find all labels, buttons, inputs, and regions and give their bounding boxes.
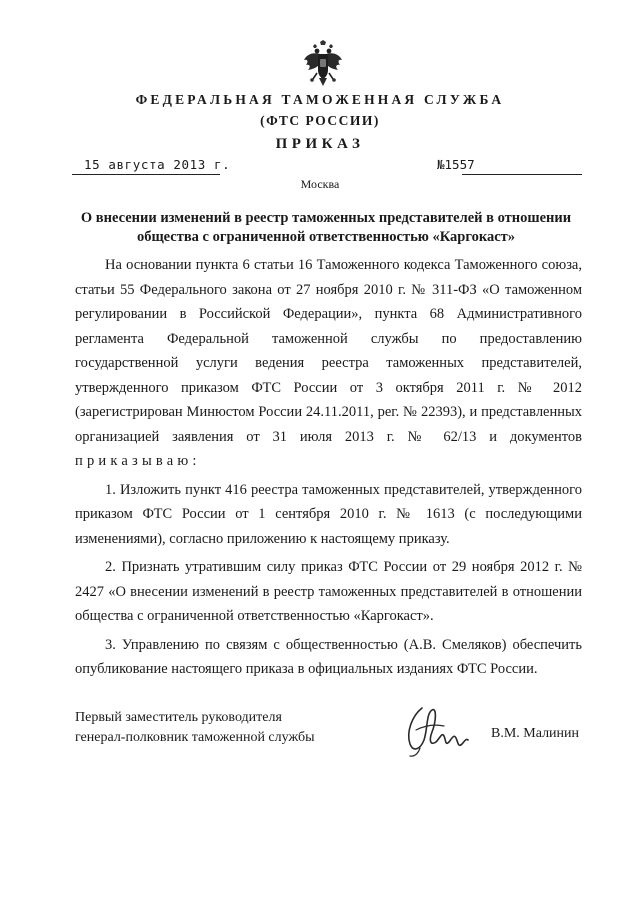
order-subject <box>70 209 582 247</box>
subject-line-2: общества с ограниченной ответственностью «Каргокаст» <box>136 229 516 245</box>
document-type-title: ПРИКАЗ <box>275 136 365 152</box>
preamble-paragraph <box>75 253 582 474</box>
order-item-3: 3. Управлению по связям с общественностью (А.В. Смеляков) обеспечить опубликование настоящего приказа в официальных изданиях ФТС России. <box>75 636 582 677</box>
order-number: №1557 <box>437 157 475 172</box>
agency-name: ФЕДЕРАЛЬНАЯ ТАМОЖЕННАЯ СЛУЖБА <box>135 92 505 107</box>
signatory-position-line-1: Первый заместитель руководителя <box>75 710 282 725</box>
order-item-2: 2. Признать утратившим силу приказ ФТС России от 29 ноября 2012 г. № 2427 «О внесении изменений в реестр таможенных представителей в отношении общества с ограниченной ответственностью «Каргокаст». <box>75 559 582 624</box>
signatory-position <box>75 708 314 748</box>
subject-line-1: О внесении изменений в реестр таможенных представителей в отношении <box>80 210 572 226</box>
signatory-position-line-2: генерал-полковник таможенной службы <box>75 730 315 745</box>
agency-abbreviation: (ФТС РОССИИ) <box>260 113 380 128</box>
date-underline <box>72 174 220 175</box>
issue-city: Москва <box>300 177 340 191</box>
order-item-1: 1. Изложить пункт 416 реестра таможенных представителей, утвержденного приказом ФТС России от 1 сентября 2010 г. № 1613 (с последующими изменениями), согласно приложению к настоящему приказу. <box>75 481 582 547</box>
preamble-text: На основании пункта 6 статьи 16 Таможенного кодекса Таможенного союза, статьи 55 Федерального закона от 27 ноября 2010 г. № 311-ФЗ «О таможенном регулировании в Российской Федерации», пункта 68 Административного регламента Федеральной таможенной службы по предоставлению государственной услуги ведения реестра таможенных представителей, утвержденного приказом ФТС России от 3 октября 2011 г. № 2012 (зарегистрирован Минюстом России 24.11.2011, рег. № 22393), и представленных организацией заявления от 31 июля 2013 г. № 62/13 и документов <box>75 257 582 445</box>
double-headed-eagle-emblem-icon <box>303 40 343 90</box>
order-word: приказываю: <box>75 453 201 469</box>
number-underline <box>462 174 582 175</box>
order-date: 15 августа 2013 г. <box>84 157 231 172</box>
handwritten-signature-icon <box>402 702 474 760</box>
signatory-name: В.М. Малинин <box>491 726 580 741</box>
order-body <box>75 253 582 682</box>
